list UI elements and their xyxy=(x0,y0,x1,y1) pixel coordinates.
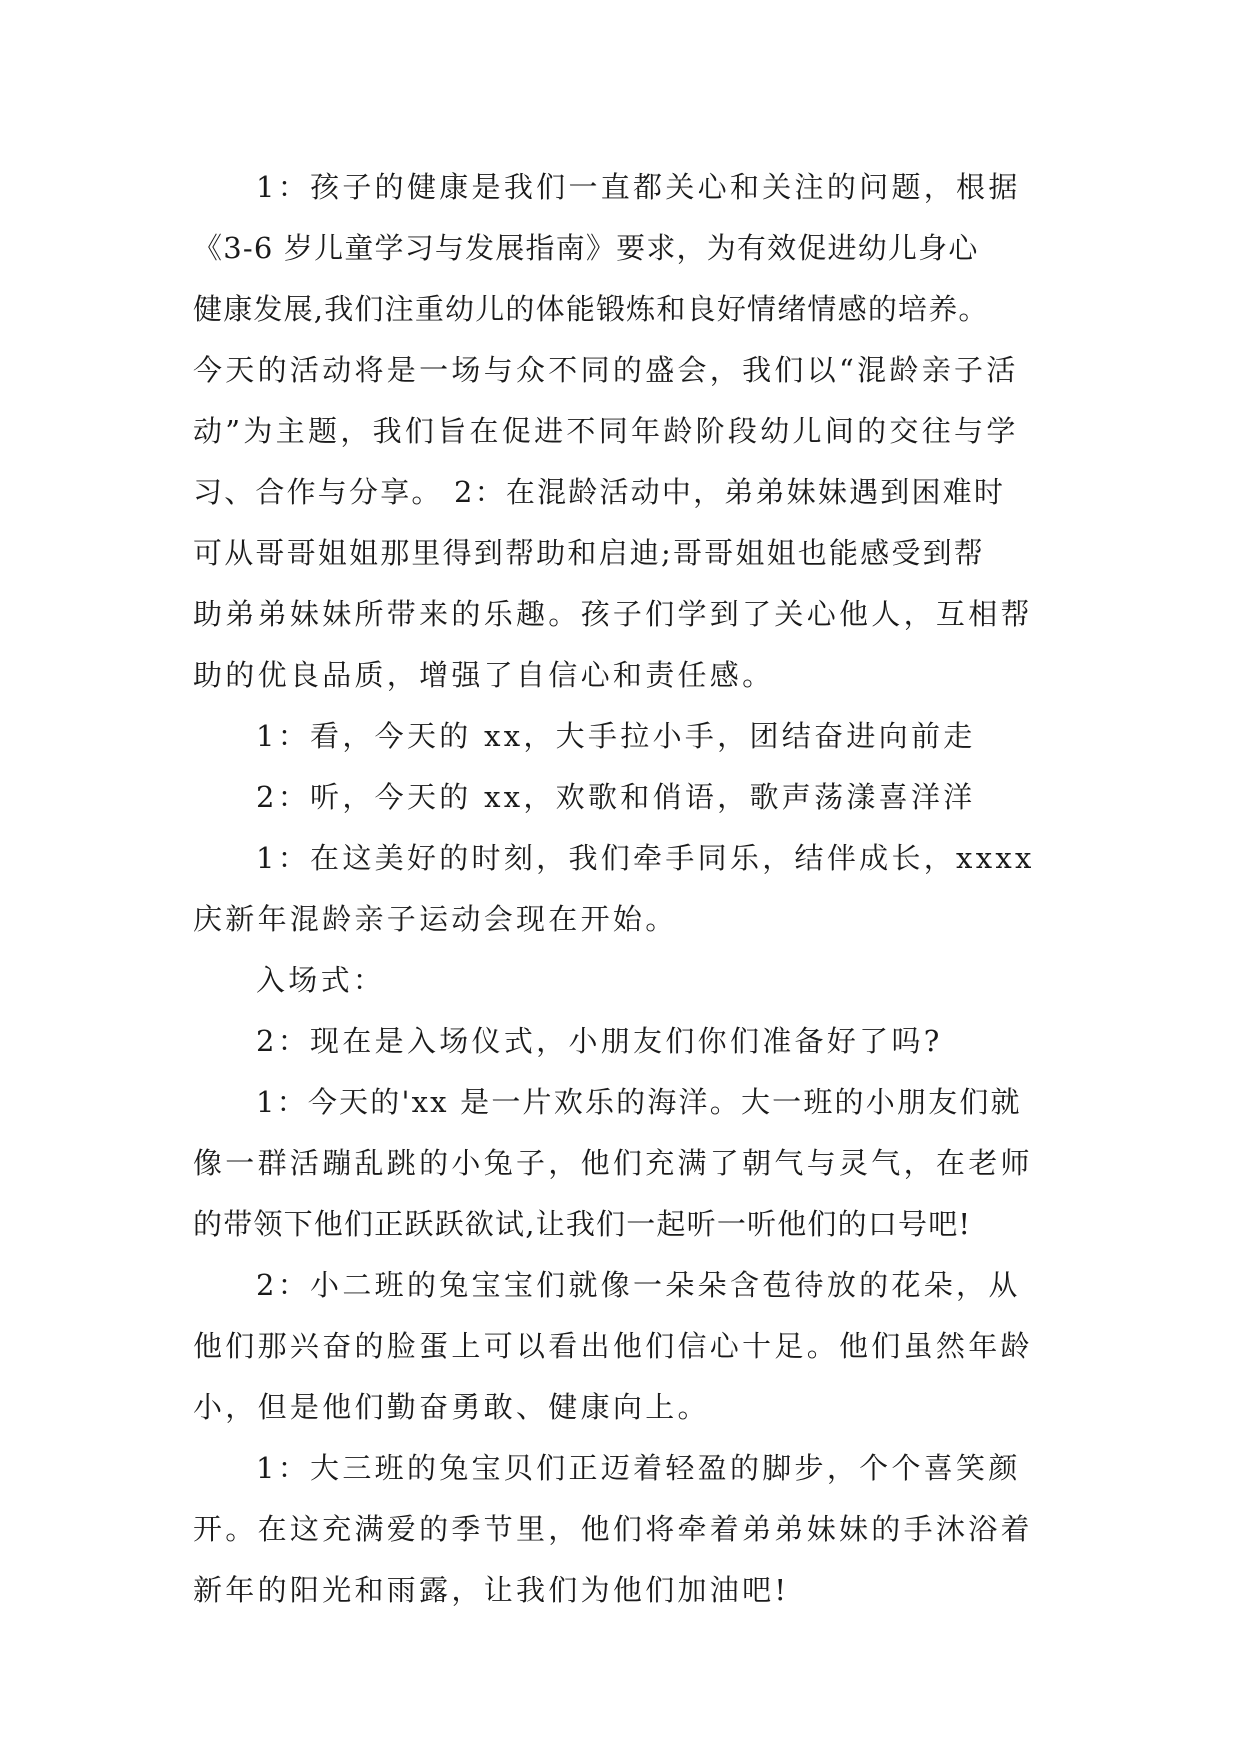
text-line: 可从哥哥姐姐那里得到帮助和启迪;哥哥姐姐也能感受到帮 xyxy=(193,536,985,570)
text-line: 1：孩子的健康是我们一直都关心和关注的问题，根据 xyxy=(256,170,1021,204)
text-line: 的带领下他们正跃跃欲试,让我们一起听一听他们的口号吧! xyxy=(193,1207,972,1241)
text-line: 动”为主题，我们旨在促进不同年龄阶段幼儿间的交往与学 xyxy=(193,414,1019,448)
text-line: 入场式： xyxy=(256,963,386,997)
text-line: 1：大三班的兔宝贝们正迈着轻盈的脚步，个个喜笑颜 xyxy=(256,1451,1021,1485)
text-line: 助弟弟妹妹所带来的乐趣。孩子们学到了关心他人，互相帮 xyxy=(193,597,1033,631)
text-line: 2：现在是入场仪式，小朋友们你们准备好了吗? xyxy=(256,1024,943,1058)
text-line: 1：今天的'xx 是一片欢乐的海洋。大一班的小朋友们就 xyxy=(256,1085,1022,1119)
text-line: 开。在这充满爱的季节里，他们将牵着弟弟妹妹的手沐浴着 xyxy=(193,1512,1033,1546)
text-line: 2：小二班的兔宝宝们就像一朵朵含苞待放的花朵，从 xyxy=(256,1268,1021,1302)
text-line: 健康发展,我们注重幼儿的体能锻炼和良好情绪情感的培养。 xyxy=(193,292,989,326)
text-line: 新年的阳光和雨露，让我们为他们加油吧! xyxy=(193,1573,790,1607)
text-line: 他们那兴奋的脸蛋上可以看出他们信心十足。他们虽然年龄 xyxy=(193,1329,1033,1363)
text-line: 小，但是他们勤奋勇敢、健康向上。 xyxy=(193,1390,710,1424)
text-line: 庆新年混龄亲子运动会现在开始。 xyxy=(193,902,678,936)
text-line: 像一群活蹦乱跳的小兔子，他们充满了朝气与灵气，在老师 xyxy=(193,1146,1033,1180)
text-line: 助的优良品质，增强了自信心和责任感。 xyxy=(193,658,775,692)
text-line: 1：在这美好的时刻，我们牵手同乐，结伴成长，xxxx xyxy=(256,841,1035,875)
text-line: 2：听，今天的 xx，欢歌和俏语，歌声荡漾喜洋洋 xyxy=(256,780,976,814)
text-line: 习、合作与分享。 2：在混龄活动中，弟弟妹妹遇到困难时 xyxy=(193,475,1006,509)
text-line: 今天的活动将是一场与众不同的盛会，我们以“混龄亲子活 xyxy=(193,353,1019,387)
text-line: 1：看，今天的 xx，大手拉小手，团结奋进向前走 xyxy=(256,719,976,753)
text-line: 《3-6 岁儿童学习与发展指南》要求，为有效促进幼儿身心 xyxy=(193,231,979,265)
